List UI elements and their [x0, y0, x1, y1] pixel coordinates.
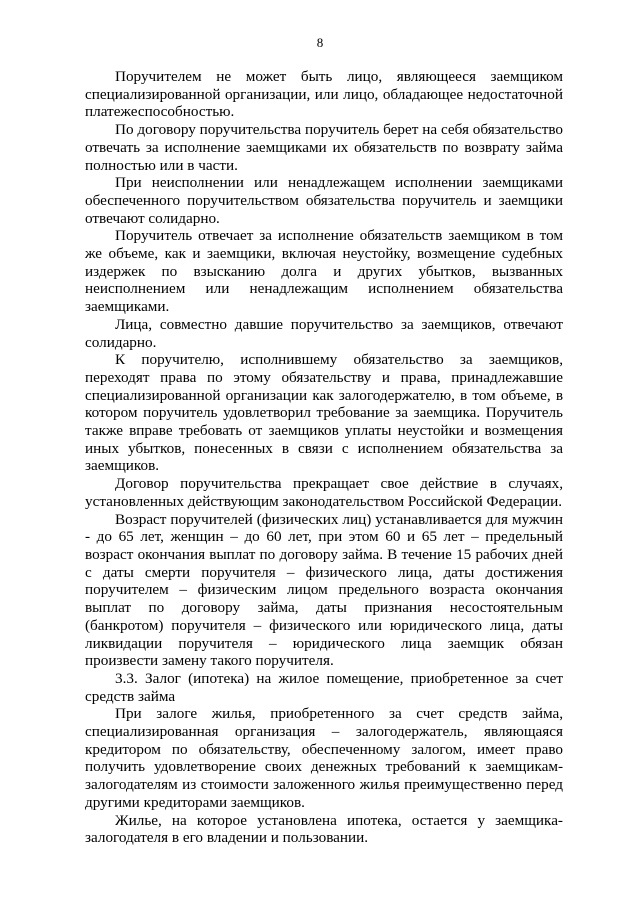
paragraph-pledge-rights: При залоге жилья, приобретенного за счет средств займа, специализированная организация – залогодержатель, являющаяся кредитором по обязательству, обеспеченному залогом, имеет право получить удовлетворение своих денежных требований к заемщикам-залогодателям из стоимости заложенного жилья преимущественно перед другими кредиторами заемщиков. [85, 705, 563, 811]
section-heading-3-3: 3.3. Залог (ипотека) на жилое помещение, приобретенное за счет средств займа [85, 669, 563, 705]
paragraph-joint-liability: При неисполнении или ненадлежащем исполнении заемщиками обеспеченного поручительством обязательства поручитель и заемщики отвечают солидарно. [85, 174, 563, 227]
paragraph-guarantor-obligation: По договору поручительства поручитель берет на себя обязательство отвечать за исполнение заемщиками их обязательств по возврату займа полностью или в части. [85, 121, 563, 174]
page-number: 8 [316, 35, 324, 50]
paragraph-guarantor-age: Возраст поручителей (физических лиц) устанавливается для мужчин - до 65 лет, женщин – до 60 лет, при этом 60 и 65 лет – предельный возраст окончания выплат по договору займа. В течение 15 рабочих дней с даты смерти поручителя – физического лица, даты достижения поручителем – физическим лицом предельного возраста окончания выплат по договору займа, даты признания несостоятельным (банкротом) поручителя – физического или юридического лица, даты ликвидации поручителя – юридического лица заемщик обязан произвести замену такого поручителя. [85, 510, 563, 670]
document-body [85, 68, 563, 847]
paragraph-rights-transfer: К поручителю, исполнившему обязательство за заемщиков, переходят права по этому обязательству и права, принадлежавшие специализированной организации как залогодержателю, в том объеме, в котором поручитель удовлетворил требование за заемщика. Поручитель также вправе требовать от заемщиков уплаты неустойки и возмещения иных убытков, понесенных в связи с исполнением обязательства за заемщиков. [85, 351, 563, 475]
paragraph-contract-termination: Договор поручительства прекращает свое действие в случаях, установленных действующим законодательством Российской Федерации. [85, 475, 563, 510]
paragraph-liability-scope: Поручитель отвечает за исполнение обязательств заемщиком в том же объеме, как и заемщики, включая неустойку, возмещение судебных издержек по взысканию долга и других убытков, вызванных неисполнением или ненадлежащим исполнением обязательства заемщиками. [85, 227, 563, 316]
paragraph-guarantor-restriction: Поручителем не может быть лицо, являющееся заемщиком специализированной организации, или лицо, обладающее недостаточной платежеспособностью. [85, 68, 563, 121]
paragraph-co-guarantors: Лица, совместно давшие поручительство за заемщиков, отвечают солидарно. [85, 315, 563, 351]
paragraph-pledged-housing: Жилье, на которое установлена ипотека, остается у заемщика-залогодателя в его владении и пользовании. [85, 811, 563, 847]
